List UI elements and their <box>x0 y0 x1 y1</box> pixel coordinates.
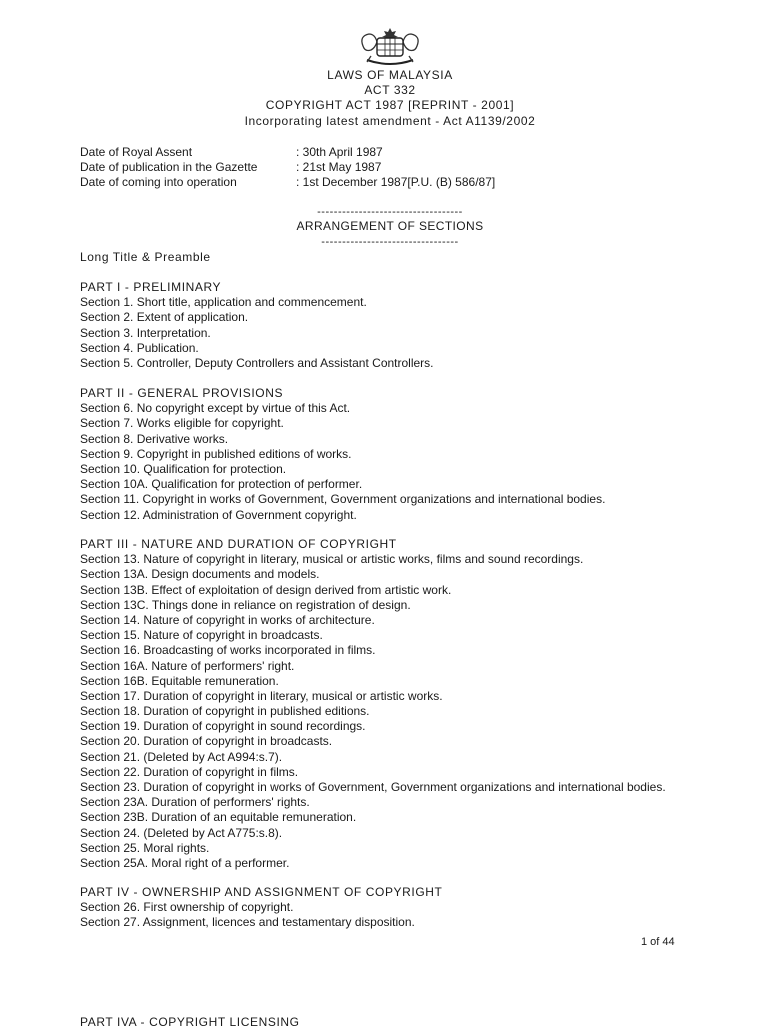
section-link[interactable]: Section 11. Copyright in works of Government, Government organizations and international bodies. <box>80 492 606 507</box>
section-link[interactable]: Section 16B. Equitable remuneration. <box>80 673 279 688</box>
part-block <box>80 537 666 871</box>
section-link[interactable]: Section 13. Nature of copyright in literary, musical or artistic works, films and sound recordings. <box>80 552 584 567</box>
arrangement-title: ARRANGEMENT OF SECTIONS <box>296 219 484 233</box>
section-link[interactable]: Section 16A. Nature of performers' right. <box>80 658 295 673</box>
section-link[interactable]: Section 25A. Moral right of a performer. <box>80 855 290 870</box>
date-label: Date of Royal Assent <box>80 145 193 159</box>
header-line-4: Incorporating latest amendment - Act A1139/2002 <box>244 113 536 128</box>
section-link[interactable]: Section 7. Works eligible for copyright. <box>80 416 284 431</box>
page-number: 1 of 44 <box>641 936 675 948</box>
part-block <box>80 280 434 371</box>
date-row <box>80 145 495 160</box>
part-block <box>80 885 442 931</box>
part-title[interactable]: PART IV - OWNERSHIP AND ASSIGNMENT OF COPYRIGHT <box>80 885 443 899</box>
dates-block <box>80 145 495 191</box>
long-title-link[interactable]: Long Title & Preamble <box>80 250 211 264</box>
section-link[interactable]: Section 13C. Things done in reliance on registration of design. <box>80 597 411 612</box>
section-link[interactable]: Section 10. Qualification for protection. <box>80 461 287 476</box>
divider-top: ----------------------------------- <box>317 206 463 218</box>
part-title[interactable]: PART III - NATURE AND DURATION OF COPYRIGHT <box>80 537 397 551</box>
section-link[interactable]: Section 16. Broadcasting of works incorporated in films. <box>80 643 376 658</box>
section-link[interactable]: Section 14. Nature of copyright in works of architecture. <box>80 612 375 627</box>
section-link[interactable]: Section 22. Duration of copyright in films. <box>80 764 299 779</box>
section-link[interactable]: Section 12. Administration of Government copyright. <box>80 507 357 522</box>
section-link[interactable]: Section 18. Duration of copyright in published editions. <box>80 704 370 719</box>
date-value: : 21st May 1987 <box>296 160 382 175</box>
section-link[interactable]: Section 24. (Deleted by Act A775:s.8). <box>80 825 283 840</box>
section-link[interactable]: Section 23. Duration of copyright in works of Government, Government organizations and international bodies. <box>80 780 666 794</box>
section-link[interactable]: Section 13A. Design documents and models. <box>80 567 320 582</box>
section-link[interactable]: Section 13B. Effect of exploitation of design derived from artistic work. <box>80 582 452 597</box>
section-link[interactable]: Section 3. Interpretation. <box>80 325 211 340</box>
section-link[interactable]: Section 9. Copyright in published editions of works. <box>80 446 352 461</box>
divider-bottom: --------------------------------- <box>321 236 459 248</box>
section-link[interactable]: Section 27. Assignment, licences and testamentary disposition. <box>80 915 415 930</box>
date-row <box>80 175 495 190</box>
section-link[interactable]: Section 23A. Duration of performers' rights. <box>80 795 310 810</box>
section-link[interactable]: Section 19. Duration of copyright in sound recordings. <box>80 719 366 734</box>
section-link[interactable]: Section 8. Derivative works. <box>80 431 229 446</box>
part-title[interactable]: PART I - PRELIMINARY <box>80 280 222 294</box>
section-link[interactable]: Section 17. Duration of copyright in literary, musical or artistic works. <box>80 688 443 703</box>
section-link[interactable]: Section 20. Duration of copyright in broadcasts. <box>80 734 333 749</box>
date-value: : 1st December 1987[P.U. (B) 586/87] <box>296 175 496 190</box>
coat-of-arms-emblem <box>357 26 423 66</box>
next-part-title[interactable]: PART IVA - COPYRIGHT LICENSING <box>80 1015 300 1029</box>
section-link[interactable]: Section 21. (Deleted by Act A994:s.7). <box>80 749 283 764</box>
header-line-1: LAWS OF MALAYSIA <box>327 68 453 82</box>
header-line-2: ACT 332 <box>364 83 416 98</box>
section-link[interactable]: Section 4. Publication. <box>80 340 199 355</box>
date-label: Date of publication in the Gazette <box>80 160 258 175</box>
section-link[interactable]: Section 15. Nature of copyright in broadcasts. <box>80 628 323 643</box>
section-link[interactable]: Section 6. No copyright except by virtue of this Act. <box>80 401 351 416</box>
part-block <box>80 386 605 523</box>
date-value: : 30th April 1987 <box>296 145 383 159</box>
section-link[interactable]: Section 10A. Qualification for protection of performer. <box>80 477 363 492</box>
section-link[interactable]: Section 1. Short title, application and commencement. <box>80 295 367 310</box>
section-link[interactable]: Section 26. First ownership of copyright. <box>80 900 294 915</box>
document-header <box>0 68 768 129</box>
date-label: Date of coming into operation <box>80 175 237 190</box>
header-line-3: COPYRIGHT ACT 1987 [REPRINT - 2001] <box>265 98 515 113</box>
part-title[interactable]: PART II - GENERAL PROVISIONS <box>80 386 284 400</box>
section-link[interactable]: Section 2. Extent of application. <box>80 310 249 325</box>
date-row <box>80 160 495 175</box>
section-link[interactable]: Section 25. Moral rights. <box>80 840 210 855</box>
section-link[interactable]: Section 23B. Duration of an equitable remuneration. <box>80 810 357 825</box>
section-link[interactable]: Section 5. Controller, Deputy Controllers and Assistant Controllers. <box>80 355 434 370</box>
